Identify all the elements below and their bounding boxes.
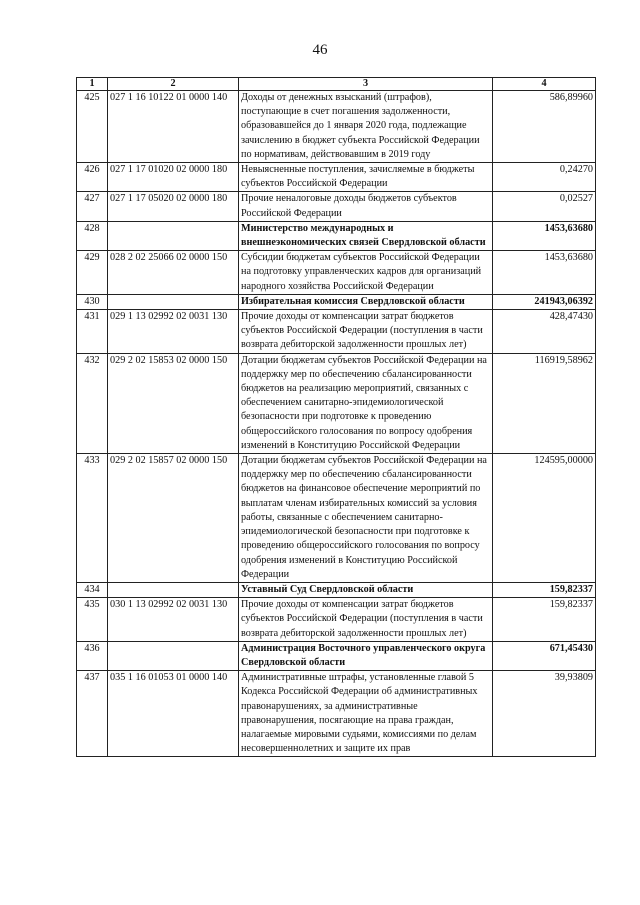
table-body [77, 91, 596, 757]
amount: 0,02527 [493, 192, 596, 221]
revenue-code [108, 582, 239, 597]
revenue-code: 030 1 13 02992 02 0031 130 [108, 598, 239, 642]
revenue-name: Дотации бюджетам субъектов Российской Федерации на поддержку мер по обеспечению сбалансированности бюджетов на финансовое обеспечение мероприятий по выплатам членам избирательных комиссий за условия работы, связанные с обеспечением санитарно-эпидемиологической безопасности при подготовке к проведению общероссийского голосования по вопросу одобрения изменений в Конституцию Российской Федерации [239, 454, 493, 583]
amount: 1453,63680 [493, 251, 596, 295]
revenue-code: 029 1 13 02992 02 0031 130 [108, 310, 239, 354]
revenue-name: Административные штрафы, установленные главой 5 Кодекса Российской Федерации об административных правонарушениях, за административные правонарушения, посягающие на права граждан, налагаемые мировыми судьями, комиссиями по делам несовершеннолетних и защите их прав [239, 671, 493, 757]
amount: 671,45430 [493, 641, 596, 670]
revenue-name: Избирательная комиссия Свердловской области [239, 294, 493, 309]
row-number: 425 [77, 91, 108, 163]
amount: 1453,63680 [493, 221, 596, 250]
row-number: 434 [77, 582, 108, 597]
amount: 116919,58962 [493, 353, 596, 453]
amount: 586,89960 [493, 91, 596, 163]
column-header-2: 2 [108, 78, 239, 91]
revenue-name: Администрация Восточного управленческого округа Свердловской области [239, 641, 493, 670]
revenue-name: Прочие доходы от компенсации затрат бюджетов субъектов Российской Федерации (поступления в части возврата дебиторской задолженности прошлых лет) [239, 310, 493, 354]
table-row [77, 251, 596, 295]
table-row [77, 641, 596, 670]
table-row [77, 294, 596, 309]
amount: 0,24270 [493, 163, 596, 192]
revenue-name: Невыясненные поступления, зачисляемые в бюджеты субъектов Российской Федерации [239, 163, 493, 192]
row-number: 433 [77, 454, 108, 583]
revenue-code [108, 641, 239, 670]
row-number: 437 [77, 671, 108, 757]
row-number: 430 [77, 294, 108, 309]
page-number: 46 [312, 42, 328, 58]
table-row [77, 310, 596, 354]
column-header-1: 1 [77, 78, 108, 91]
amount: 124595,00000 [493, 454, 596, 583]
revenue-name: Доходы от денежных взысканий (штрафов), поступающие в счет погашения задолженности, образовавшейся до 1 января 2020 года, подлежащие зачислению в бюджет субъекта Российской Федерации по нормативам, действовавшим в 2019 году [239, 91, 493, 163]
amount: 428,47430 [493, 310, 596, 354]
revenue-code: 029 2 02 15857 02 0000 150 [108, 454, 239, 583]
budget-revenue-table [76, 77, 596, 757]
amount: 159,82337 [493, 582, 596, 597]
row-number: 427 [77, 192, 108, 221]
row-number: 426 [77, 163, 108, 192]
revenue-code: 029 2 02 15853 02 0000 150 [108, 353, 239, 453]
row-number: 428 [77, 221, 108, 250]
row-number: 432 [77, 353, 108, 453]
revenue-name: Субсидии бюджетам субъектов Российской Федерации на подготовку управленческих кадров для организаций народного хозяйства Российской Федерации [239, 251, 493, 295]
revenue-code [108, 221, 239, 250]
revenue-code: 035 1 16 01053 01 0000 140 [108, 671, 239, 757]
revenue-code: 027 1 17 05020 02 0000 180 [108, 192, 239, 221]
row-number: 429 [77, 251, 108, 295]
table-row [77, 221, 596, 250]
table-row [77, 582, 596, 597]
table-row [77, 671, 596, 757]
table-row [77, 192, 596, 221]
revenue-name: Министерство международных и внешнеэкономических связей Свердловской области [239, 221, 493, 250]
column-header-4: 4 [493, 78, 596, 91]
revenue-code: 027 1 16 10122 01 0000 140 [108, 91, 239, 163]
table-row [77, 91, 596, 163]
table-row [77, 163, 596, 192]
amount: 159,82337 [493, 598, 596, 642]
revenue-code: 028 2 02 25066 02 0000 150 [108, 251, 239, 295]
table-row [77, 454, 596, 583]
column-header-3: 3 [239, 78, 493, 91]
table-row [77, 598, 596, 642]
revenue-code: 027 1 17 01020 02 0000 180 [108, 163, 239, 192]
revenue-name: Прочие доходы от компенсации затрат бюджетов субъектов Российской Федерации (поступления в части возврата дебиторской задолженности прошлых лет) [239, 598, 493, 642]
table-row [77, 353, 596, 453]
revenue-name: Уставный Суд Свердловской области [239, 582, 493, 597]
table-header [77, 78, 596, 91]
amount: 241943,06392 [493, 294, 596, 309]
revenue-name: Прочие неналоговые доходы бюджетов субъектов Российской Федерации [239, 192, 493, 221]
amount: 39,93809 [493, 671, 596, 757]
row-number: 431 [77, 310, 108, 354]
row-number: 435 [77, 598, 108, 642]
row-number: 436 [77, 641, 108, 670]
revenue-name: Дотации бюджетам субъектов Российской Федерации на поддержку мер по обеспечению сбалансированности бюджетов на реализацию мероприятий, связанных с обеспечением санитарно-эпидемиологической безопасности при подготовке к проведению общероссийского голосования по вопросу одобрения изменений в Конституцию Российской Федерации [239, 353, 493, 453]
revenue-code [108, 294, 239, 309]
header-row [77, 78, 596, 91]
